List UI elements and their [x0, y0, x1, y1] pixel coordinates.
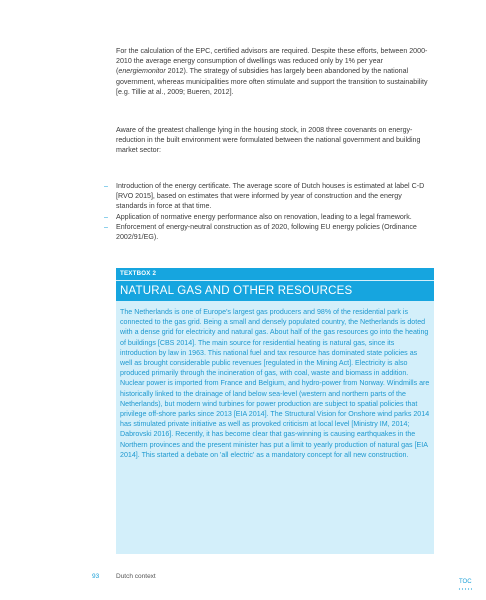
covenant-list: [104, 181, 434, 242]
list-item: [104, 222, 434, 242]
list-item-text: Application of normative energy performance also on renovation, leading to a legal framework.: [116, 212, 412, 221]
textbox-title: NATURAL GAS AND OTHER RESOURCES: [116, 281, 434, 301]
toc-link[interactable]: TOC: [459, 579, 472, 585]
list-item-text: Enforcement of energy-neutral construction as of 2020, following EU energy policies (Ordinance 2002/91/EG).: [116, 222, 417, 242]
textbox-body: The Netherlands is one of Europe's largest gas producers and 98% of the residential park is connected to the gas grid. Being a small and densely populated country, the Netherlands is doted with a dense grid for electricity and natural gas. About half of the gas resources go into the heating of buildings [CBS 2014]. The main source for residential heating is natural gas, since its introduction by law in 1963. This national fuel and tax resource has dominated state policies as well as brought considerable public revenues [regulated in the Mining Act]. Electricity is also produced primarily through the incineration of gas, with coal, waste and biomass in addition. Nuclear power is imported from France and Belgium, and hydro-power from Norway. Windmills are historically linked to the drainage of land below sea-level (western and northern parts of the Netherlands), but modern wind turbines for power production are subject to spatial policies that privilege off-shore parks since 2013 [EIA 2014]. The Structural Vision for Onshore wind parks 2014 has stimulated private initiative as well as provoked criticism at local level [Ministry IM, 2014; Dabrovski 2016]. Recently, it has become clear that gas-winning is causing earthquakes in the Northern provinces and the present minister has put a limit to yearly production of natural gas [EIA 2014]. This started a debate on 'all electric' as a mandatory concept for all new construction.: [120, 308, 430, 459]
bullet-dash: –: [104, 222, 108, 231]
body-paragraph-2: Aware of the greatest challenge lying in the housing stock, in 2008 three covenants on energy-reduction in the built environment were formulated between the national government and building market sector:: [116, 126, 421, 155]
body-paragraph-1: For the calculation of the EPC, certified advisors are required. Despite these efforts, between 2000-2010 the average energy consumption of dwellings was reduced only by 1% per year (energiemonitor 2012). The strategy of subsidies has largely been abandoned by the national government, whereas municipalities more often stimulate and support the transition to sustainability [e.g. Tillie at al., 2009; Bueren, 2012].: [116, 47, 428, 96]
toc-dots-decoration: [458, 588, 472, 590]
section-name: Dutch context: [116, 573, 156, 580]
textbox-label: TEXTBOX 2: [116, 268, 434, 280]
bullet-dash: –: [104, 212, 108, 221]
bullet-dash: –: [104, 182, 108, 190]
textbox-natural-gas: [116, 268, 434, 554]
list-item: [104, 212, 434, 222]
list-item: [104, 181, 434, 212]
page-number: 93: [92, 573, 100, 580]
source-emphasis: energiemonitor: [118, 67, 166, 76]
list-item-text: Introduction of the energy certificate. The average score of Dutch houses is estimated at label C-D [RVO 2015], based on estimates that were informed by year of construction and the energy standards in force at that time.: [116, 182, 425, 211]
